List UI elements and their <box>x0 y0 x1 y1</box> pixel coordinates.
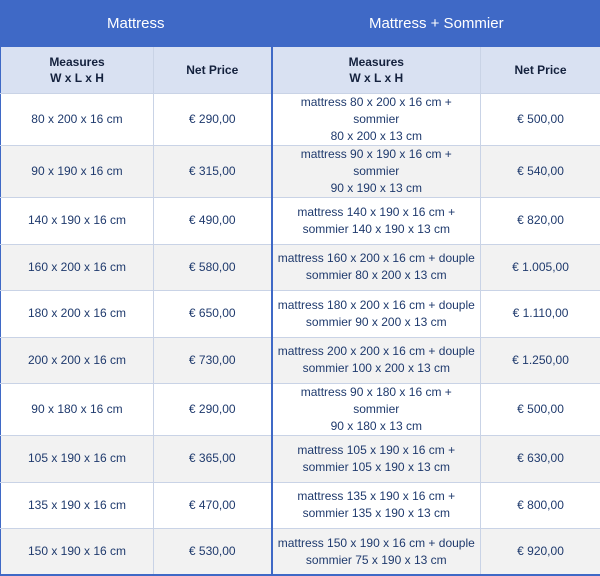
combo-description-cell <box>272 529 481 576</box>
combo-description-cell <box>272 337 481 384</box>
combo-description-line1: mattress 150 x 190 x 16 cm + douple <box>277 535 477 552</box>
table-row <box>1 482 600 529</box>
mattress-size-cell: 135 x 190 x 16 cm <box>1 482 154 529</box>
combo-description-line1: mattress 200 x 200 x 16 cm + douple <box>277 343 477 360</box>
combo-description-line1: mattress 90 x 190 x 16 cm + sommier <box>277 146 477 180</box>
combo-measures-header-title: Measures <box>277 54 477 70</box>
combo-description-cell <box>272 436 481 483</box>
combo-price-cell: € 1.250,00 <box>481 337 600 384</box>
combo-price-cell: € 920,00 <box>481 529 600 576</box>
mattress-group-header: Mattress <box>1 1 272 47</box>
combo-description-cell <box>272 198 481 245</box>
combo-price-cell: € 500,00 <box>481 94 600 146</box>
net-price-header: Net Price <box>154 47 272 94</box>
mattress-price-cell: € 530,00 <box>154 529 272 576</box>
mattress-price-cell: € 470,00 <box>154 482 272 529</box>
mattress-price-cell: € 490,00 <box>154 198 272 245</box>
combo-description-cell <box>272 146 481 198</box>
combo-price-cell: € 630,00 <box>481 436 600 483</box>
combo-description-line1: mattress 140 x 190 x 16 cm + <box>277 204 477 221</box>
mattress-size-cell: 160 x 200 x 16 cm <box>1 244 154 291</box>
combo-price-cell: € 800,00 <box>481 482 600 529</box>
combo-price-cell: € 1.005,00 <box>481 244 600 291</box>
mattress-price-cell: € 365,00 <box>154 436 272 483</box>
mattress-size-cell: 90 x 180 x 16 cm <box>1 384 154 436</box>
combo-description-line2: sommier 100 x 200 x 13 cm <box>277 360 477 377</box>
combo-price-cell: € 820,00 <box>481 198 600 245</box>
table-row <box>1 384 600 436</box>
combo-description-line1: mattress 90 x 180 x 16 cm + sommier <box>277 384 477 418</box>
mattress-price-cell: € 730,00 <box>154 337 272 384</box>
mattress-size-cell: 200 x 200 x 16 cm <box>1 337 154 384</box>
mattress-price-cell: € 290,00 <box>154 384 272 436</box>
mattress-size-cell: 150 x 190 x 16 cm <box>1 529 154 576</box>
combo-description-line2: sommier 140 x 190 x 13 cm <box>277 221 477 238</box>
mattress-price-cell: € 650,00 <box>154 291 272 338</box>
price-rows <box>1 94 600 576</box>
combo-measures-header <box>272 47 481 94</box>
combo-description-line1: mattress 180 x 200 x 16 cm + douple <box>277 297 477 314</box>
combo-description-line2: 80 x 200 x 13 cm <box>277 128 477 145</box>
table-row <box>1 291 600 338</box>
combo-price-cell: € 540,00 <box>481 146 600 198</box>
combo-price-cell: € 500,00 <box>481 384 600 436</box>
combo-description-line2: sommier 80 x 200 x 13 cm <box>277 267 477 284</box>
table-row <box>1 198 600 245</box>
mattress-price-cell: € 290,00 <box>154 94 272 146</box>
measures-header <box>1 47 154 94</box>
combo-description-cell <box>272 482 481 529</box>
combo-description-line1: mattress 135 x 190 x 16 cm + <box>277 488 477 505</box>
combo-description-cell <box>272 291 481 338</box>
combo-description-line2: sommier 75 x 190 x 13 cm <box>277 552 477 569</box>
table-row <box>1 244 600 291</box>
combo-description-line2: sommier 90 x 200 x 13 cm <box>277 314 477 331</box>
combo-description-cell <box>272 94 481 146</box>
combo-price-cell: € 1.110,00 <box>481 291 600 338</box>
column-header-row <box>1 47 600 94</box>
combo-description-line2: sommier 135 x 190 x 13 cm <box>277 505 477 522</box>
table-row <box>1 337 600 384</box>
mattress-size-cell: 140 x 190 x 16 cm <box>1 198 154 245</box>
mattress-sommier-group-header: Mattress + Sommier <box>272 1 600 47</box>
combo-measures-header-units: W x L x H <box>277 70 477 86</box>
combo-description-line2: 90 x 180 x 13 cm <box>277 418 477 435</box>
measures-header-title: Measures <box>5 54 149 70</box>
measures-header-units: W x L x H <box>5 70 149 86</box>
group-header-row <box>1 1 600 47</box>
combo-description-line1: mattress 80 x 200 x 16 cm + sommier <box>277 94 477 128</box>
table-row <box>1 529 600 576</box>
mattress-size-cell: 180 x 200 x 16 cm <box>1 291 154 338</box>
mattress-size-cell: 105 x 190 x 16 cm <box>1 436 154 483</box>
combo-description-line1: mattress 105 x 190 x 16 cm + <box>277 442 477 459</box>
mattress-size-cell: 90 x 190 x 16 cm <box>1 146 154 198</box>
table-row <box>1 436 600 483</box>
mattress-price-cell: € 580,00 <box>154 244 272 291</box>
mattress-size-cell: 80 x 200 x 16 cm <box>1 94 154 146</box>
table-row <box>1 146 600 198</box>
combo-description-cell <box>272 384 481 436</box>
combo-net-price-header: Net Price <box>481 47 600 94</box>
mattress-price-cell: € 315,00 <box>154 146 272 198</box>
combo-description-line1: mattress 160 x 200 x 16 cm + douple <box>277 250 477 267</box>
table-row <box>1 94 600 146</box>
combo-description-line2: sommier 105 x 190 x 13 cm <box>277 459 477 476</box>
combo-description-line2: 90 x 190 x 13 cm <box>277 180 477 197</box>
combo-description-cell <box>272 244 481 291</box>
